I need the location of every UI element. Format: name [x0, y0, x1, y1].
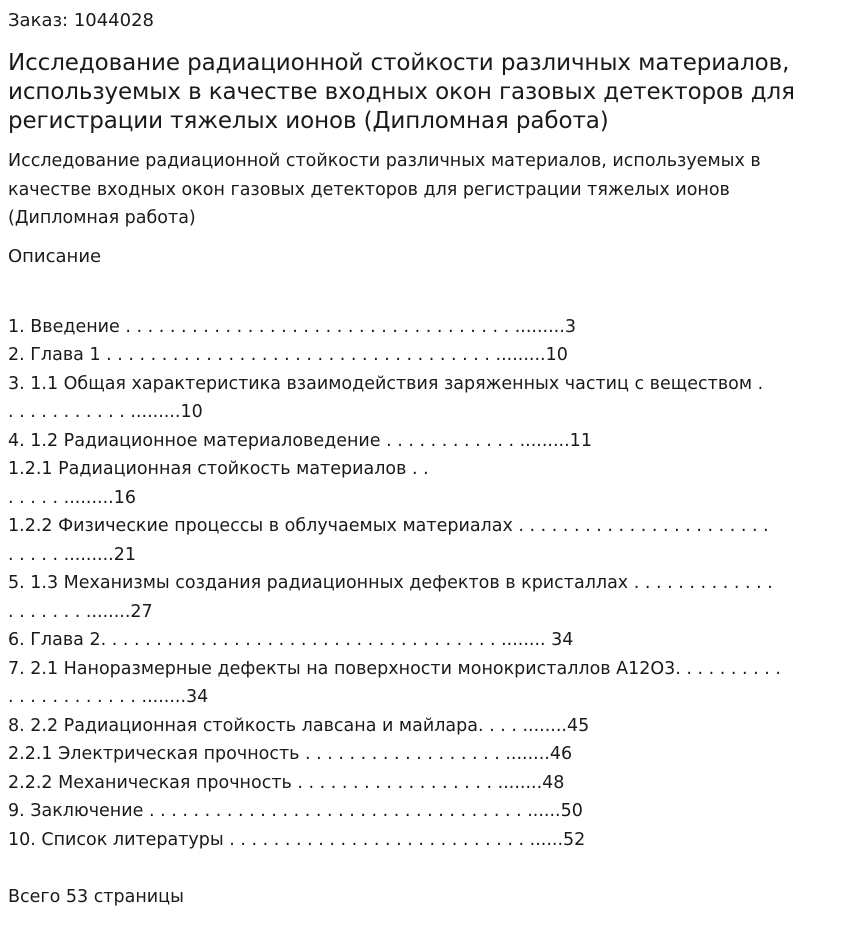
total-pages: Всего 53 страницы	[8, 886, 184, 907]
toc-line: . . . . . .........21	[8, 544, 136, 565]
toc-line: 10. Список литературы . . . . . . . . . . . . . . . . . . . . . . . . . . . ......52	[8, 829, 586, 850]
toc-line: 2. Глава 1 . . . . . . . . . . . . . . . . . . . . . . . . . . . . . . . . . . . .........10	[8, 345, 568, 365]
toc-line: 1.2.1 Радиационная стойкость материалов . .	[8, 459, 429, 479]
toc-line: 1.2.2 Физические процессы в облучаемых материалах . . . . . . . . . . . . . . . . . . . . . . .	[8, 516, 769, 536]
toc-line: . . . . . . . . . . . .........10	[8, 402, 203, 422]
toc-line: 2.2.2 Механическая прочность . . . . . . . . . . . . . . . . . . ........48	[8, 772, 565, 793]
toc-line: 1. Введение . . . . . . . . . . . . . . . . . . . . . . . . . . . . . . . . . . . .........3	[8, 316, 576, 337]
toc-line: 9. Заключение . . . . . . . . . . . . . . . . . . . . . . . . . . . . . . . . . . ......50	[8, 801, 583, 821]
toc-line: 3. 1.1 Общая характеристика взаимодействия заряженных частиц с веществом .	[8, 373, 764, 394]
toc-line: 5. 1.3 Механизмы создания радиационных дефектов в кристаллах . . . . . . . . . . . . .	[8, 573, 773, 593]
toc-line: . . . . . . . . . . . . ........34	[8, 687, 209, 707]
toc-line: 6. Глава 2. . . . . . . . . . . . . . . . . . . . . . . . . . . . . . . . . . . . ........ 34	[8, 630, 574, 650]
page-subtitle: Исследование радиационной стойкости различных материалов, используемых в качестве входных окон газовых детекторов для регистрации тяжелых ионов (Дипломная работа)	[8, 151, 761, 228]
toc-line: 2.2.1 Электрическая прочность . . . . . . . . . . . . . . . . . . ........46	[8, 744, 573, 764]
toc-line: . . . . . . . ........27	[8, 601, 153, 622]
toc-line: . . . . . .........16	[8, 487, 136, 508]
page-title: Исследование радиационной стойкости различных материалов, используемых в качестве входных окон газовых детекторов для регистрации тяжелых ионов (Дипломная работа)	[8, 50, 795, 134]
toc-line: 4. 1.2 Радиационное материаловедение . . . . . . . . . . . . .........11	[8, 430, 592, 451]
description-heading: Описание	[8, 245, 102, 267]
table-of-contents	[8, 313, 839, 855]
toc-line: 7. 2.1 Наноразмерные дефекты на поверхности монокристаллов А12О3. . . . . . . . . .	[8, 658, 781, 679]
toc-line: 8. 2.2 Радиационная стойкость лавсана и майлара. . . . ........45	[8, 715, 590, 736]
order-number: Заказ: 1044028	[8, 10, 154, 31]
